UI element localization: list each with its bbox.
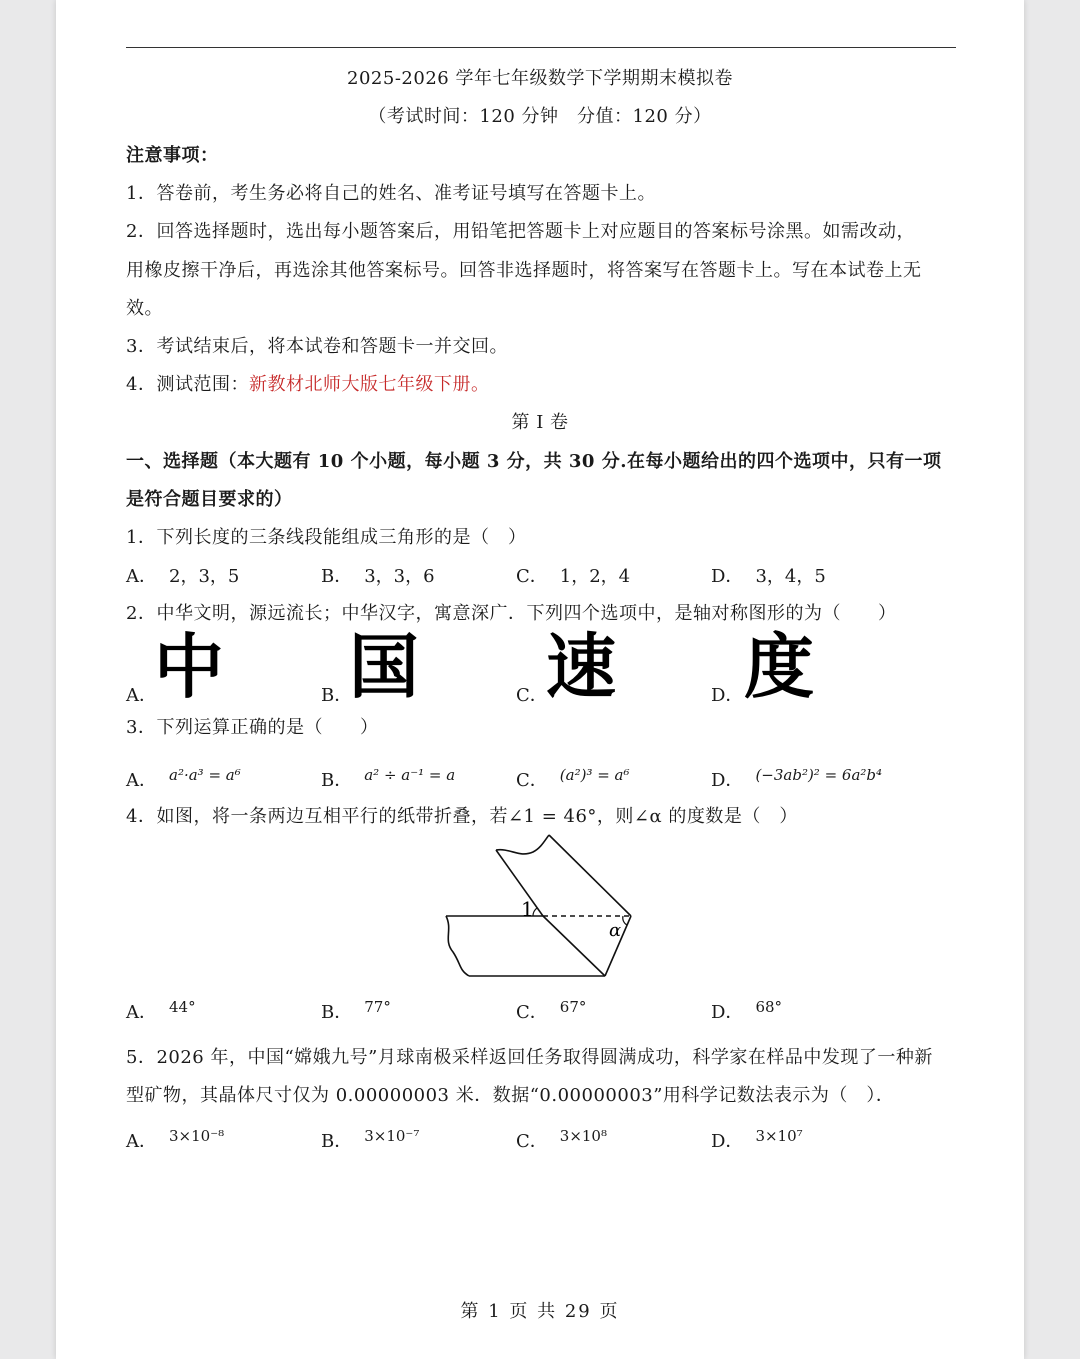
notice-item: 1．答卷前，考生务必将自己的姓名、准考证号填写在答题卡上。 — [126, 183, 656, 204]
page-footer: 第 1 页 共 29 页 — [460, 1301, 620, 1322]
section-heading: 一、选择题（本大题有 10 个小题，每小题 3 分，共 30 分.在每小题给出的四个选项中，只有一项 — [126, 451, 942, 472]
question-stem: 5．2026 年，中国“嫦娥九号”月球南极采样返回任务取得圆满成功，科学家在样品中发现了一种新 — [126, 1047, 933, 1068]
folded-wavy-end — [496, 835, 549, 854]
exam-subtitle: （考试时间：120 分钟 分值：120 分） — [368, 106, 712, 127]
option-d-label: D． — [711, 685, 744, 706]
option-c: C． $^{3\times 10^8}$ — [516, 1127, 607, 1152]
option-d: D． $^{3\times 10^7}$ — [711, 1127, 803, 1152]
notice-item: 效。 — [126, 298, 163, 319]
fold-line — [543, 916, 605, 976]
option-b: B． $^{77^\circ}$ — [321, 998, 391, 1023]
option-c: C． 1，2，4 — [516, 566, 631, 587]
character-option-b: 国 — [349, 626, 419, 708]
angle-1-label: 1 — [521, 897, 534, 921]
option-d: D． 3，4，5 — [711, 566, 826, 587]
option-c: C． $^{(a^2)^3 = a^6}$ — [516, 766, 630, 791]
option-c: C． $^{67^\circ}$ — [516, 998, 587, 1023]
folded-upper-left-edge — [496, 850, 543, 916]
option-a: A． $^{a^2\cdot a^3 = a^6}$ — [126, 766, 241, 791]
scope-value: 新教材北师大版七年级下册。 — [248, 374, 490, 395]
option-a-label: A． — [126, 685, 157, 706]
question-stem: 型矿物，其晶体尺寸仅为 0.00000003 米．数据“0.00000003”用科学记数法表示为（ ）． — [126, 1085, 895, 1106]
character-option-a: 中 — [154, 626, 224, 708]
character-option-d: 度 — [744, 626, 814, 708]
top-rule — [126, 47, 956, 48]
notice-item: 3．考试结束后，将本试卷和答题卡一并交回。 — [126, 336, 508, 357]
option-b: B． $^{a^2 \div a^{-1} = a}$ — [321, 766, 456, 791]
option-a: A． $^{3\times 10^{-8}}$ — [126, 1127, 225, 1152]
section-heading: 是符合题目要求的） — [126, 489, 293, 510]
question-stem: 3．下列运算正确的是（ ） — [126, 717, 379, 738]
notice-item: 用橡皮擦干净后，再选涂其他答案标号。回答非选择题时，将答案写在答题卡上。写在本试卷上无 — [126, 260, 922, 281]
notice-scope — [126, 370, 489, 396]
angle-alpha-label: α — [609, 920, 622, 941]
question-stem: 1．下列长度的三条线段能组成三角形的是（ ） — [126, 527, 527, 548]
character-option-c: 速 — [546, 626, 616, 708]
strip-left-wavy-edge — [446, 916, 469, 976]
notice-heading: 注意事项： — [126, 145, 219, 166]
exam-page — [56, 0, 1024, 1359]
angle-alpha-arc — [623, 916, 627, 925]
question-stem: 2．中华文明，源远流长；中华汉字，寓意深广．下列四个选项中，是轴对称图形的为（ ） — [126, 603, 897, 624]
exam-title: 2025-2026 学年七年级数学下学期期末模拟卷 — [347, 68, 733, 89]
question-stem: 4．如图，将一条两边互相平行的纸带折叠，若∠1 = 46°，则∠α 的度数是（ ） — [126, 806, 798, 827]
option-a: A． 2，3，5 — [126, 566, 240, 587]
option-d: D． $^{(-3ab^2)^2 = 6a^2b^4}$ — [711, 766, 883, 791]
part-title: 第 I 卷 — [511, 412, 569, 433]
option-a: A． $^{44^\circ}$ — [126, 998, 196, 1023]
option-b-label: B． — [321, 685, 353, 706]
option-d: D． $^{68^\circ}$ — [711, 998, 783, 1023]
folded-upper-right-edge — [549, 835, 631, 916]
option-b: B． 3，3，6 — [321, 566, 435, 587]
option-c-label: C． — [516, 685, 548, 706]
folded-strip-figure — [441, 830, 641, 980]
notice-item: 2．回答选择题时，选出每小题答案后，用铅笔把答题卡上对应题目的答案标号涂黑。如需改动， — [126, 221, 915, 242]
option-b: B． $^{3\times 10^{-7}}$ — [321, 1127, 420, 1152]
scope-label: 4．测试范围： — [126, 374, 249, 395]
